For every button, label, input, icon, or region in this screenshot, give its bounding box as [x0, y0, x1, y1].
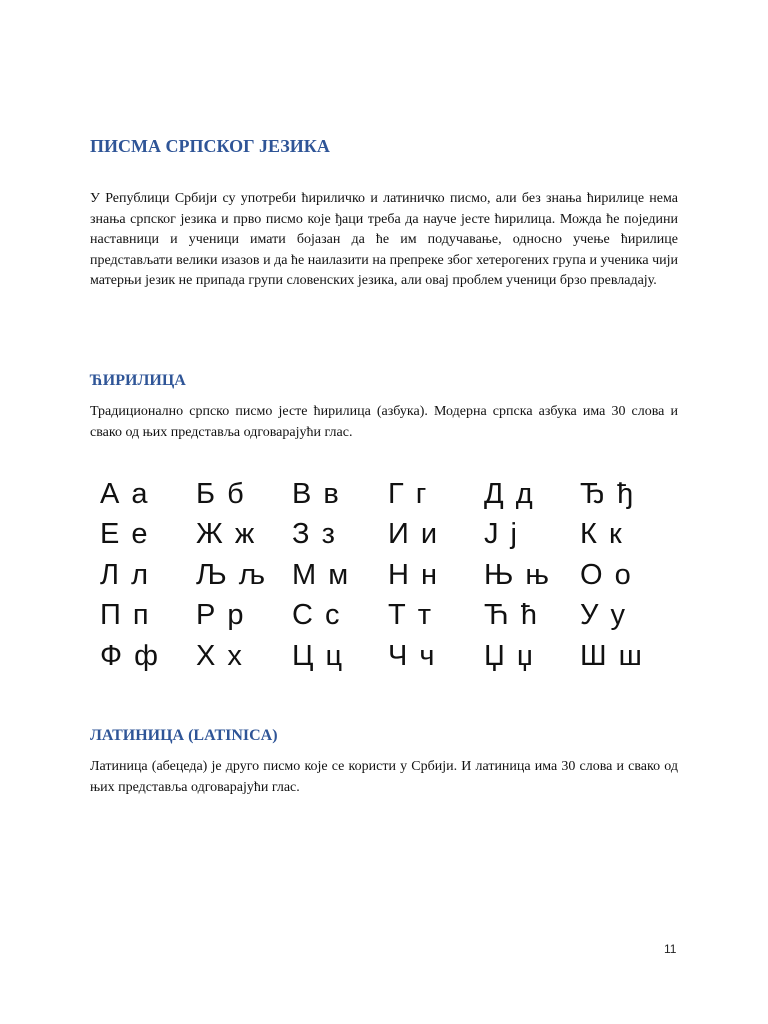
- alphabet-letter: С с: [292, 599, 342, 632]
- alphabet-letter: Г г: [388, 477, 429, 510]
- alphabet-letter: К к: [580, 518, 624, 551]
- alphabet-letter: Ж ж: [196, 518, 257, 551]
- alphabet-letter: Ш ш: [580, 639, 644, 672]
- alphabet-letter: М м: [292, 558, 351, 591]
- alphabet-letter: О о: [580, 558, 633, 591]
- alphabet-letter: У у: [580, 599, 627, 632]
- cyrillic-heading: ЋИРИЛИЦА: [90, 372, 186, 389]
- cyrillic-paragraph: Традиционално српско писмо јесте ћирилица (азбука). Модерна српска азбука има 30 слова и свако од њих представља одговарајући глас.: [90, 404, 678, 440]
- alphabet-letter: Ц ц: [292, 639, 345, 672]
- alphabet-letter: Т т: [388, 599, 434, 632]
- alphabet-letter: Е е: [100, 518, 150, 551]
- alphabet-letter: Л л: [100, 558, 151, 591]
- page-title: ПИСМА СРПСКОГ ЈЕЗИКА: [90, 136, 330, 156]
- page-number: 11: [664, 942, 677, 956]
- alphabet-letter: Ђ ђ: [580, 477, 636, 510]
- alphabet-letter: В в: [292, 477, 341, 510]
- intro-paragraph: У Републици Србији су употреби ћириличко и латиничко писмо, али без знања ћирилице нема знања српског језика и прво писмо које ђаци треба да науче јесте ћирилица. Можда ће поједини наставници и ученици имати бојазан да ће им подучавање, односно учење ћирилице представљати велики изазов и да ће наилазити на препреке због хетерогених група и ученика чији матерњи језик не припада групи словенских језика, али овај проблем ученици брзо превладају.: [90, 191, 678, 288]
- alphabet-letter: Н н: [388, 558, 440, 591]
- alphabet-letter: Р р: [196, 599, 246, 632]
- alphabet-letter: Ј ј: [484, 518, 519, 551]
- alphabet-letter: Њ њ: [484, 558, 551, 591]
- latin-paragraph: Латиница (абецеда) је друго писмо које се користи у Србији. И латиница има 30 слова и свако од њих представља одговарајући глас.: [90, 759, 678, 795]
- alphabet-letter: П п: [100, 599, 151, 632]
- alphabet-letter: Џ џ: [484, 639, 535, 672]
- alphabet-letter: З з: [292, 518, 337, 551]
- latin-heading: ЛАТИНИЦА (LATINICA): [90, 727, 278, 744]
- alphabet-letter: Ф ф: [100, 639, 160, 672]
- alphabet-letter: И и: [388, 518, 440, 551]
- alphabet-letter: А а: [100, 477, 150, 510]
- alphabet-letter: Љ љ: [196, 558, 267, 591]
- alphabet-letter: Х х: [196, 639, 244, 672]
- alphabet-letter: Б б: [196, 477, 246, 510]
- alphabet-letter: Ч ч: [388, 639, 437, 672]
- alphabet-letter: Ћ ћ: [484, 599, 539, 632]
- cyrillic-alphabet-grid: [100, 474, 676, 677]
- alphabet-letter: Д д: [484, 477, 535, 510]
